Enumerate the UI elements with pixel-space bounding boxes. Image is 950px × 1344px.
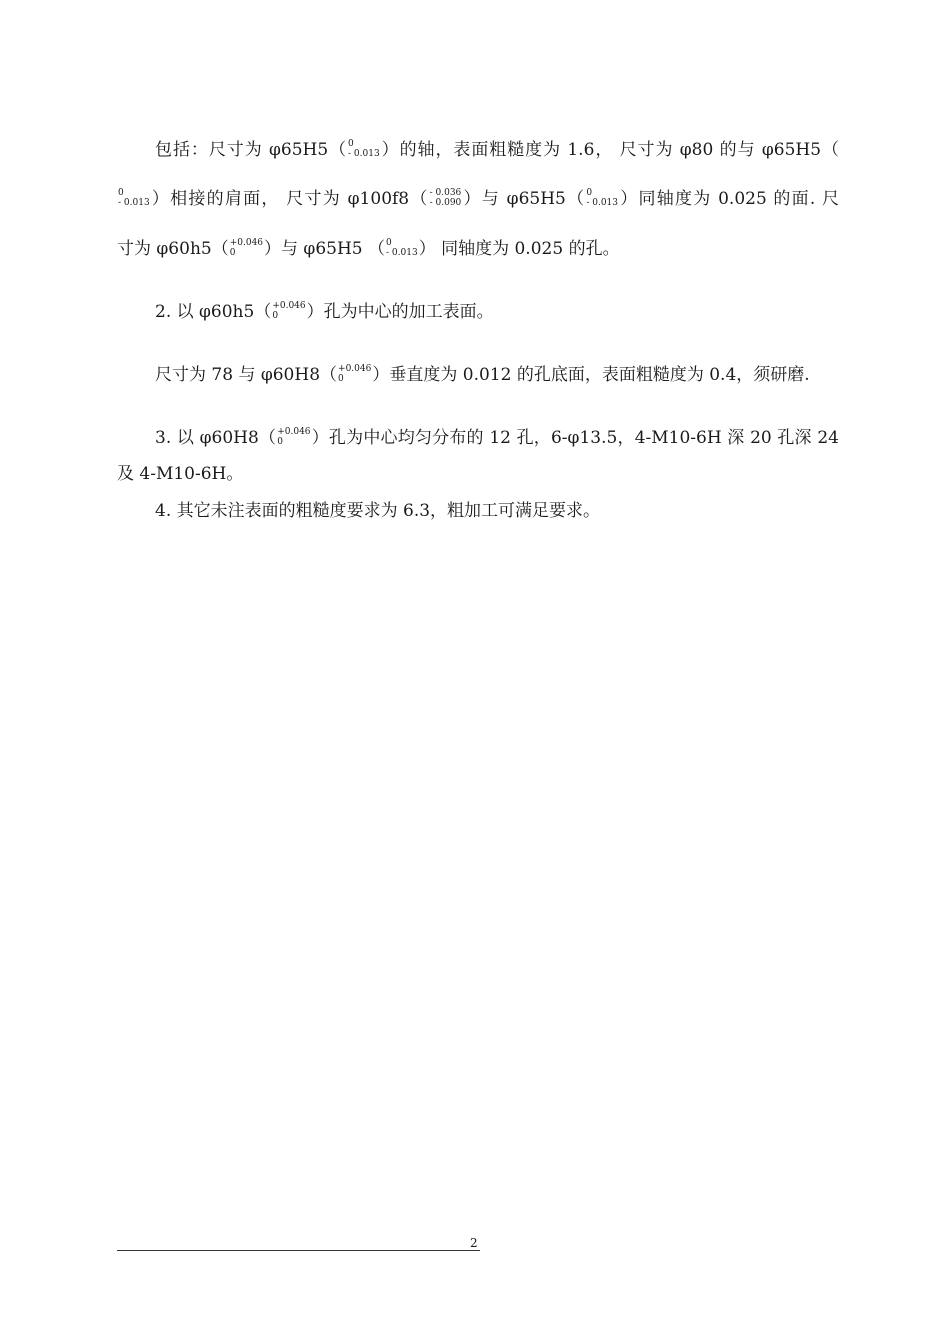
para4-line2: 及 4-M10-6H。	[117, 464, 244, 484]
tolerance	[386, 238, 418, 258]
para2	[155, 300, 839, 324]
tolerance	[230, 238, 263, 258]
para1-line2	[117, 187, 839, 211]
para5: 4. 其它未注表面的粗糙度要求为 6.3，粗加工可满足要求。	[155, 501, 601, 521]
tolerance	[586, 188, 618, 208]
para1-line3	[117, 237, 839, 261]
tolerance-lower: - 0.090	[429, 197, 462, 208]
tolerance-lower: - 0.013	[348, 148, 380, 159]
tolerance-lower: - 0.013	[118, 197, 150, 208]
page-number: 2	[470, 1236, 478, 1250]
tolerance-lower: 0	[272, 310, 279, 321]
tolerance-upper: +0.046	[277, 426, 311, 437]
text-run: ）同轴度为 0.025 的面. 尺	[619, 189, 839, 209]
tolerance-lower: - 0.013	[386, 247, 418, 258]
text-run: ）垂直度为 0.012 的孔底面，表面粗糙度为 0.4，须研磨.	[372, 365, 810, 385]
tolerance	[348, 139, 380, 159]
text-run: ）与 φ65H5（	[462, 189, 586, 209]
tolerance-upper: 0	[348, 138, 354, 149]
tolerance	[277, 427, 310, 447]
text-run: ）的轴，表面粗糙度为 1.6， 尺寸为 φ80 的与 φ65H5（	[380, 140, 839, 160]
tolerance-upper: 0	[586, 187, 593, 198]
tolerance-upper: 0	[118, 187, 124, 198]
footer-rule	[117, 1250, 480, 1251]
text-run: ）孔为中心的加工表面。	[306, 302, 494, 322]
para1-line1	[155, 138, 839, 162]
text-run: ）孔为中心均匀分布的 12 孔，6-φ13.5，4-M10-6H 深 20 孔深 24	[311, 428, 839, 448]
para4-line1	[155, 426, 839, 450]
text-run: ） 同轴度为 0.025 的孔。	[418, 239, 620, 259]
text-run: 包括：尺寸为 φ65H5（	[155, 140, 348, 160]
tolerance-lower: 0	[229, 247, 236, 258]
text-run: 尺寸为 78 与 φ60H8（	[155, 365, 338, 385]
tolerance-upper: - 0.036	[429, 187, 462, 198]
text-run: 2. 以 φ60h5（	[155, 302, 272, 322]
tolerance-upper: 0	[386, 237, 392, 248]
tolerance-lower: 0	[277, 436, 283, 447]
tolerance-upper: +0.046	[272, 300, 306, 311]
para3	[155, 363, 839, 387]
text-run: ）与 φ65H5 （	[264, 239, 386, 259]
tolerance	[272, 301, 305, 321]
text-run: 寸为 φ60h5（	[117, 239, 229, 259]
tolerance	[118, 188, 150, 208]
tolerance	[338, 364, 371, 384]
tolerance-upper: +0.046	[338, 363, 372, 374]
tolerance-upper: +0.046	[229, 237, 264, 248]
text-run: ）相接的肩面， 尺寸为 φ100f8（	[150, 189, 429, 209]
text-run: 3. 以 φ60H8（	[155, 428, 277, 448]
tolerance-lower: - 0.013	[586, 197, 618, 208]
tolerance	[430, 188, 462, 208]
tolerance-lower: 0	[338, 373, 344, 384]
